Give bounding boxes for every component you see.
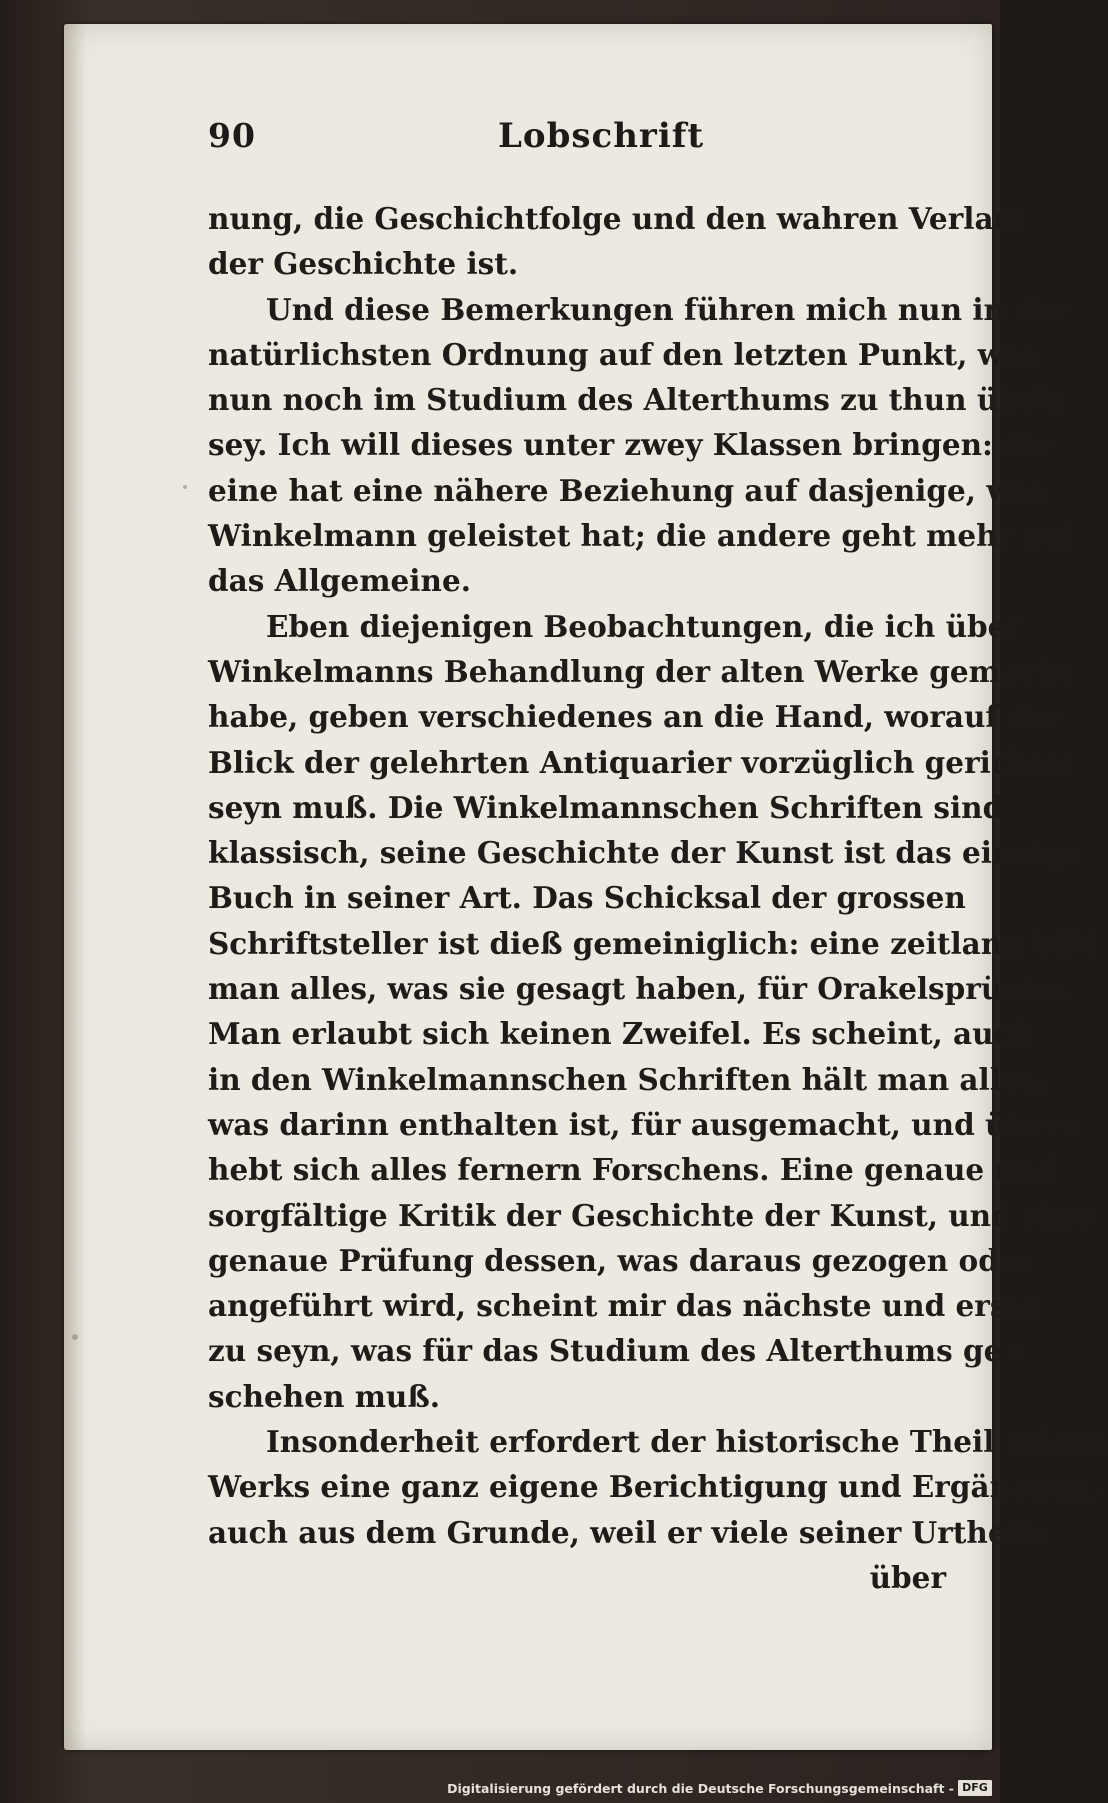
text-line: Insonderheit erfordert der historische Theil seines — [266, 1424, 1108, 1460]
text-line: was darinn enthalten ist, für ausgemacht, und über= — [208, 1106, 1087, 1142]
text-line: zu seyn, was für das Studium des Alterthums ge= — [208, 1333, 1028, 1369]
text-line: seyn muß. Die Winkelmannschen Schriften sind — [208, 789, 1004, 825]
paper-speck — [183, 485, 187, 489]
text-line: das Allgemeine. — [208, 563, 471, 599]
text-line: angeführt wird, scheint mir das nächste und erste — [208, 1288, 1039, 1324]
running-head — [208, 116, 938, 164]
dfg-logo: DFG — [958, 1780, 992, 1796]
text-line: auch aus dem Grunde, weil er viele seiner Urtheile — [208, 1514, 1048, 1550]
text-line: man alles, was sie gesagt haben, für Orakelsprüche. — [208, 971, 1071, 1007]
text-line: genaue Prüfung dessen, was daraus gezogen oder — [208, 1242, 1034, 1278]
text-line: Schriftsteller ist dieß gemeiniglich: eine zeitlang hält — [208, 925, 1099, 961]
catchword: über — [869, 1559, 946, 1595]
text-line: Man erlaubt sich keinen Zweifel. Es scheint, auch — [208, 1016, 1033, 1052]
text-line: Buch in seiner Art. Das Schicksal der grossen — [208, 880, 966, 916]
paper-speck — [72, 1334, 78, 1340]
text-line: klassisch, seine Geschichte der Kunst ist das einzige — [208, 835, 1081, 871]
text-line: nung, die Geschichtfolge und den wahren Verlauf — [208, 201, 1028, 236]
text-line: sey. Ich will dieses unter zwey Klassen bringen: die — [208, 427, 1054, 463]
page-number: 90 — [208, 116, 256, 155]
text-line: Winkelmanns Behandlung der alten Werke gemacht — [208, 653, 1073, 689]
text-line: nun noch im Studium des Alterthums zu thun übrig — [208, 382, 1067, 418]
text-line: hebt sich alles fernern Forschens. Eine genaue und — [208, 1152, 1058, 1188]
text-line: Blick der gelehrten Antiquarier vorzüglich gerichtet — [208, 744, 1077, 780]
text-line: Und diese Bemerkungen führen mich nun in der — [266, 291, 1071, 327]
digitization-credit — [447, 1777, 992, 1799]
text-line: Eben diejenigen Beobachtungen, die ich über — [266, 608, 1022, 644]
text-line: habe, geben verschiedenes an die Hand, worauf der — [208, 699, 1064, 735]
text-line: Winkelmann geleistet hat; die andere geht mehr auf — [208, 518, 1077, 554]
text-line: der Geschichte ist. — [208, 246, 519, 282]
text-line: schehen muß. — [208, 1378, 441, 1414]
text-line: sorgfältige Kritik der Geschichte der Kunst, und eine — [208, 1197, 1093, 1233]
running-title: Lobschrift — [498, 116, 705, 156]
body-text — [208, 196, 1108, 1600]
text-line: Werks eine ganz eigene Berichtigung und Ergänzung, — [208, 1469, 1102, 1505]
text-line: in den Winkelmannschen Schriften hält man alles, — [208, 1061, 1047, 1097]
credit-text: Digitalisierung gefördert durch die Deutsche Forschungsgemeinschaft - — [447, 1780, 954, 1796]
text-line: natürlichsten Ordnung auf den letzten Punkt, was — [208, 336, 1039, 372]
text-line: eine hat eine nähere Beziehung auf dasjenige, was — [208, 472, 1048, 508]
